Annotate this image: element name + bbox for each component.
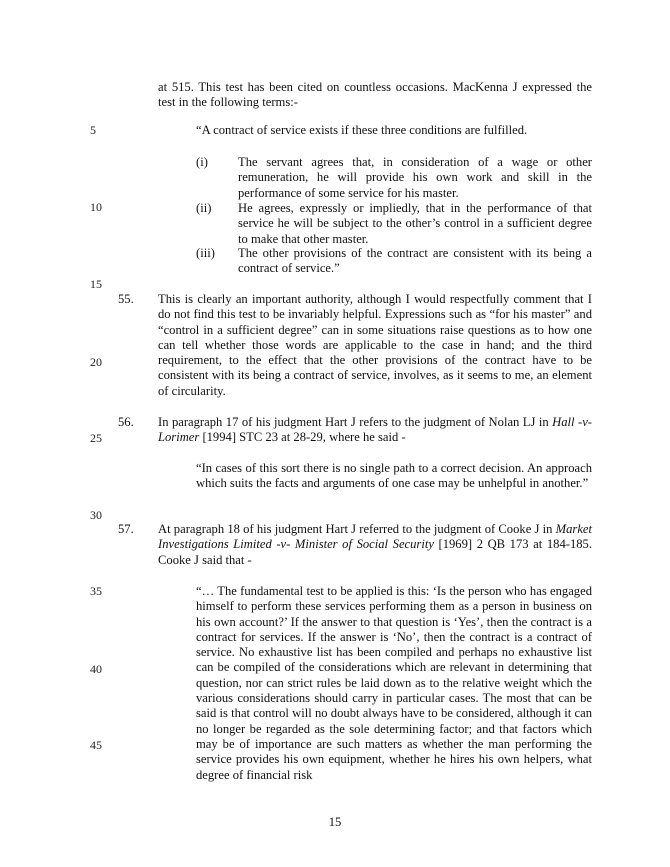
condition-number: (iii) bbox=[196, 246, 215, 260]
line-number: 25 bbox=[90, 431, 102, 445]
line-number: 15 bbox=[90, 277, 102, 291]
block-quote: “In cases of this sort there is no single path to a correct decision. An approach which suits the facts and arguments of one case may be unhelpful in another.” bbox=[196, 461, 592, 491]
line-number: 10 bbox=[90, 200, 102, 214]
text-span: In paragraph 17 of his judgment Hart J refers to the judgment of Nolan LJ in bbox=[158, 415, 553, 429]
line-number: 40 bbox=[90, 662, 102, 676]
condition-text: He agrees, expressly or impliedly, that in the performance of that service he will be subject to the other’s control in a sufficient degree to make that other master. bbox=[238, 201, 592, 246]
paragraph-number: 56. bbox=[118, 415, 134, 429]
text-span: At paragraph 18 of his judgment Hart J referred to the judgment of Cooke J in bbox=[158, 522, 556, 536]
quote-lead: “A contract of service exists if these three conditions are fulfilled. bbox=[196, 123, 528, 137]
line-number: 20 bbox=[90, 355, 102, 369]
paragraph-number: 55. bbox=[118, 292, 134, 306]
line-number: 5 bbox=[90, 123, 96, 137]
case-citation: Hall -v- Lorimer bbox=[158, 415, 592, 445]
line-number: 45 bbox=[90, 738, 102, 752]
paragraph-text: This is clearly an important authority, although I would respectfully comment that I do not find this test to be invariably helpful. Expressions such as “for his master” and “control in a sufficient degree” can in some situations raise questions as to how one can tell whether those words are applicable to the case in hand; and the third requirement, to the effect that the other provisions of the contract have to be consistent with its being a contract of service, involves, as it seems to me, an element of circularity. bbox=[158, 292, 592, 398]
line-number: 30 bbox=[90, 508, 102, 522]
condition-text: The servant agrees that, in consideration of a wage or other remuneration, he will provide his own work and skill in the performance of some service for his master. bbox=[238, 155, 592, 200]
condition-text: The other provisions of the contract are consistent with its being a contract of service.” bbox=[238, 246, 592, 276]
paragraph-text bbox=[158, 415, 592, 446]
case-citation: Market Investigations Limited -v- Minister of Social Security bbox=[158, 522, 592, 552]
condition-number: (ii) bbox=[196, 201, 212, 215]
text-span: [1994] STC 23 at 28-29, where he said - bbox=[199, 430, 406, 445]
block-quote: “… The fundamental test to be applied is this: ‘Is the person who has engaged himself to perform these services performing them as a person in business on his own account?’ If the answer to that question is ‘Yes’, then the contract is a contract for services. If the answer is ‘No’, then the contract is a contract of service. No exhaustive list has been compiled and perhaps no exhaustive list can be compiled of the considerations which are relevant in determining that question, nor can strict rules be laid down as to the relative weight which the various considerations should carry in particular cases. The most that can be said is that control will no doubt always have to be considered, although it can no longer be regarded as the sole determining factor; and that factors which may be of importance are such matters as whether the man performing the service provides his own equipment, whether he hires his own helpers, what degree of financial risk bbox=[196, 584, 592, 782]
condition-number: (i) bbox=[196, 155, 208, 169]
paragraph-number: 57. bbox=[118, 522, 134, 536]
line-number: 35 bbox=[90, 584, 102, 598]
page-number: 15 bbox=[328, 815, 342, 829]
paragraph-text bbox=[158, 522, 592, 568]
text-span: [1969] 2 QB 173 at 184-185. Cooke J said that - bbox=[158, 537, 592, 567]
intro-paragraph: at 515. This test has been cited on countless occasions. MacKenna J expressed the test in the following terms:- bbox=[158, 80, 592, 110]
